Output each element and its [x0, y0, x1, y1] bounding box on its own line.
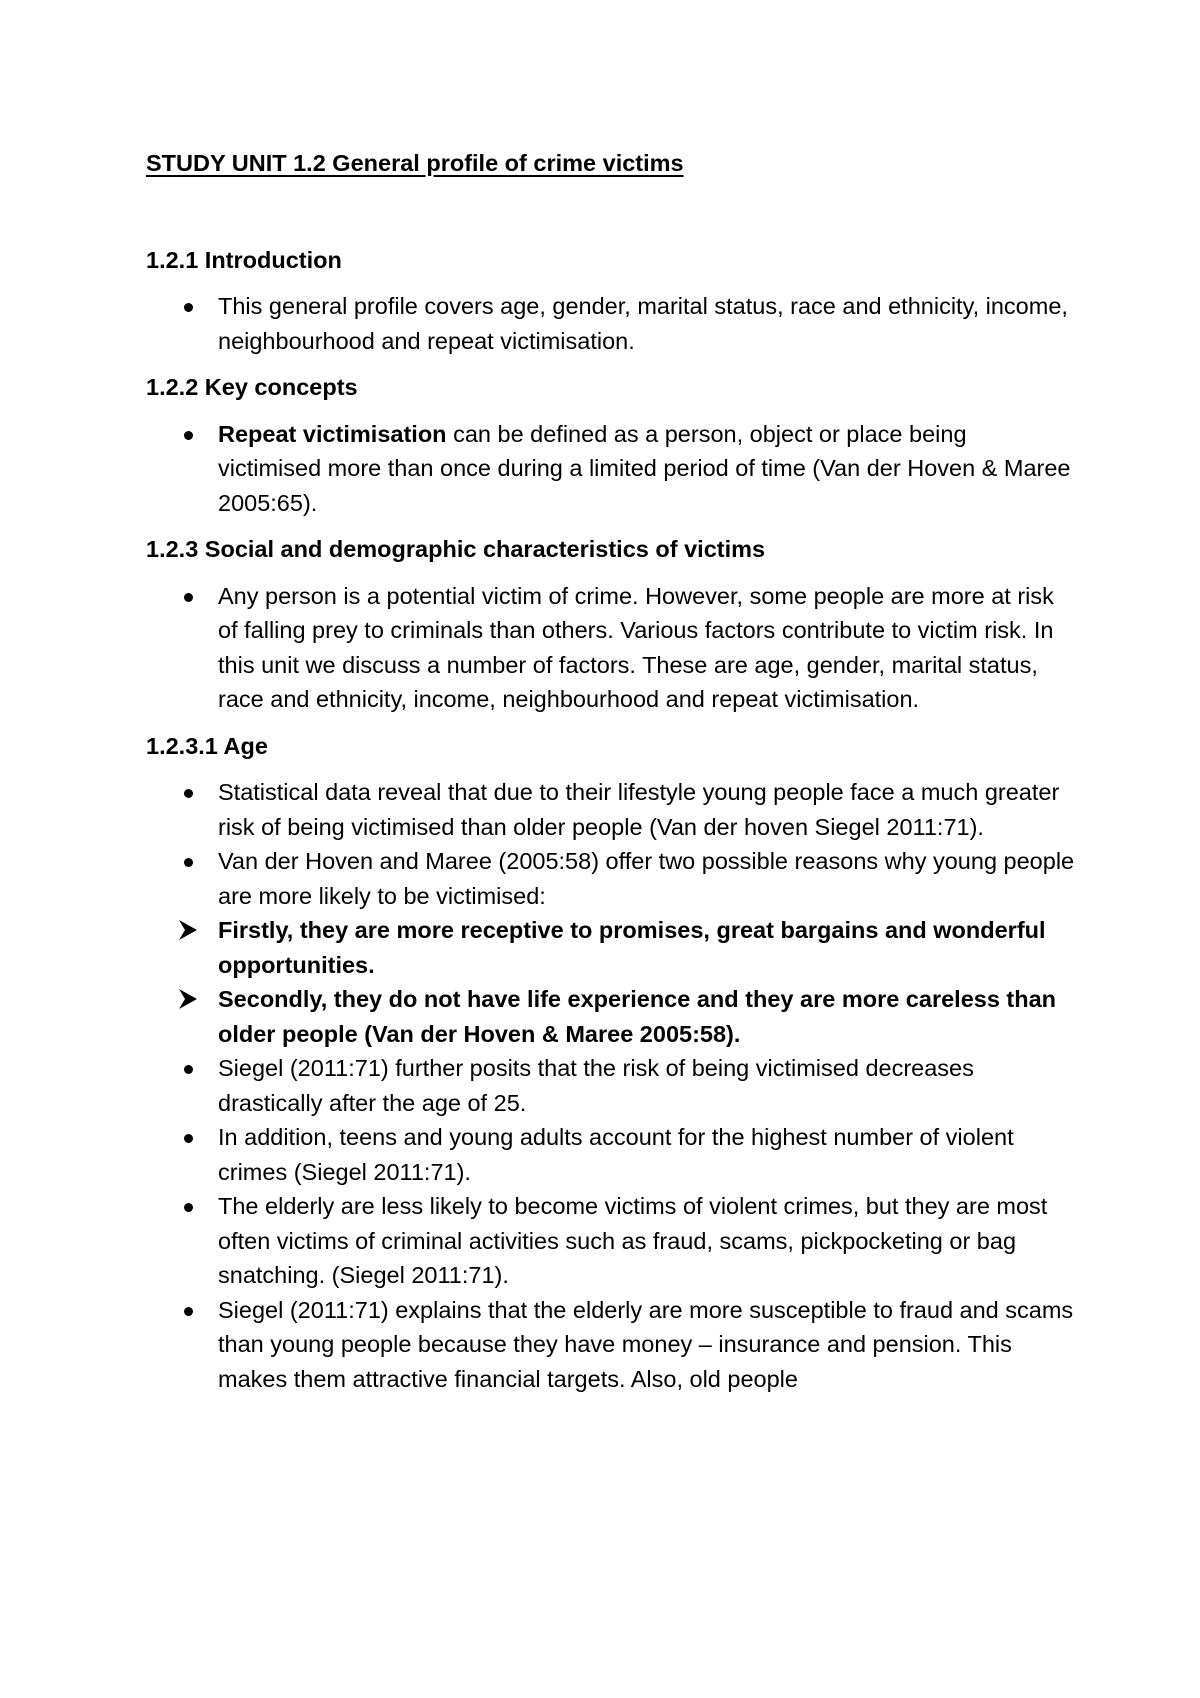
section-heading-key-concepts: 1.2.2 Key concepts [146, 374, 358, 400]
introduction-list [146, 289, 1076, 358]
list-item-text: Siegel (2011:71) further posits that the risk of being victimised decreases drastically after the age of 25. [218, 1055, 974, 1116]
list-item [146, 1120, 1076, 1189]
bullet-icon [184, 1134, 193, 1143]
list-item [146, 417, 1076, 521]
list-item-text: Siegel (2011:71) explains that the elderly are more susceptible to fraud and scams than young people because they have money – insurance and pension. This makes them attractive financial targets. Also, old people [218, 1296, 1074, 1392]
document-body [146, 146, 1076, 1408]
bullet-icon [184, 789, 193, 798]
list-item-text: The elderly are less likely to become victims of violent crimes, but they are most often victims of criminal activities such as fraud, scams, pickpocketing or bag snatching. (Siegel 2011:71). [218, 1193, 1048, 1288]
list-item [146, 1051, 1076, 1120]
list-item-text: can be defined as a person, object or place being victimised more than once during a limited period of time (Van der Hoven & Maree 2005:65). [218, 420, 1071, 516]
section-heading-introduction: 1.2.1 Introduction [146, 246, 342, 273]
bullet-icon [184, 1065, 193, 1074]
section-heading-characteristics: 1.2.3 Social and demographic characteristics of victims [146, 536, 766, 562]
page-title: STUDY UNIT 1.2 General profile of crime victims [146, 150, 684, 176]
list-item [146, 982, 1076, 1051]
list-item-text: Statistical data reveal that due to their lifestyle young people face a much greater risk of being victimised than older people (Van der hoven Siegel 2011:71). [218, 779, 1060, 840]
term-repeat-victimisation: Repeat victimisation [218, 420, 447, 447]
bullet-icon [184, 303, 193, 312]
arrow-bullet-icon [176, 982, 200, 1016]
bullet-icon [184, 1203, 193, 1212]
list-item-text: Van der Hoven and Maree (2005:58) offer two possible reasons why young people are more likely to be victimised: [218, 848, 1075, 909]
list-item [146, 1189, 1076, 1293]
list-item [146, 579, 1076, 717]
list-item [146, 913, 1076, 982]
list-item-text: Firstly, they are more receptive to promises, great bargains and wonderful opportunities. [218, 917, 1046, 978]
list-item [146, 844, 1076, 913]
key-concepts-list [146, 417, 1076, 521]
list-item [146, 775, 1076, 844]
characteristics-list [146, 579, 1076, 717]
list-item-text: Any person is a potential victim of crime. However, some people are more at risk of falling prey to criminals than others. Various factors contribute to victim risk. In this unit we discuss a number of factors. These are age, gender, marital status, race and ethnicity, income, neighbourhood and repeat victimisation. [218, 582, 1054, 712]
list-item [146, 289, 1076, 358]
bullet-icon [184, 431, 193, 440]
bullet-icon [184, 593, 193, 602]
list-item [146, 1293, 1076, 1397]
section-heading-age: 1.2.3.1 Age [146, 732, 268, 759]
list-item-text: In addition, teens and young adults account for the highest number of violent crimes (Siegel 2011:71). [218, 1124, 1014, 1185]
list-item-text: This general profile covers age, gender, marital status, race and ethnicity, income, neighbourhood and repeat victimisation. [218, 293, 1068, 354]
age-list [146, 775, 1076, 1396]
bullet-icon [184, 858, 193, 867]
arrow-bullet-icon [176, 913, 200, 947]
list-item-text: Secondly, they do not have life experience and they are more careless than older people (Van der Hoven & Maree 2005:58). [218, 986, 1057, 1047]
bullet-icon [184, 1307, 193, 1316]
